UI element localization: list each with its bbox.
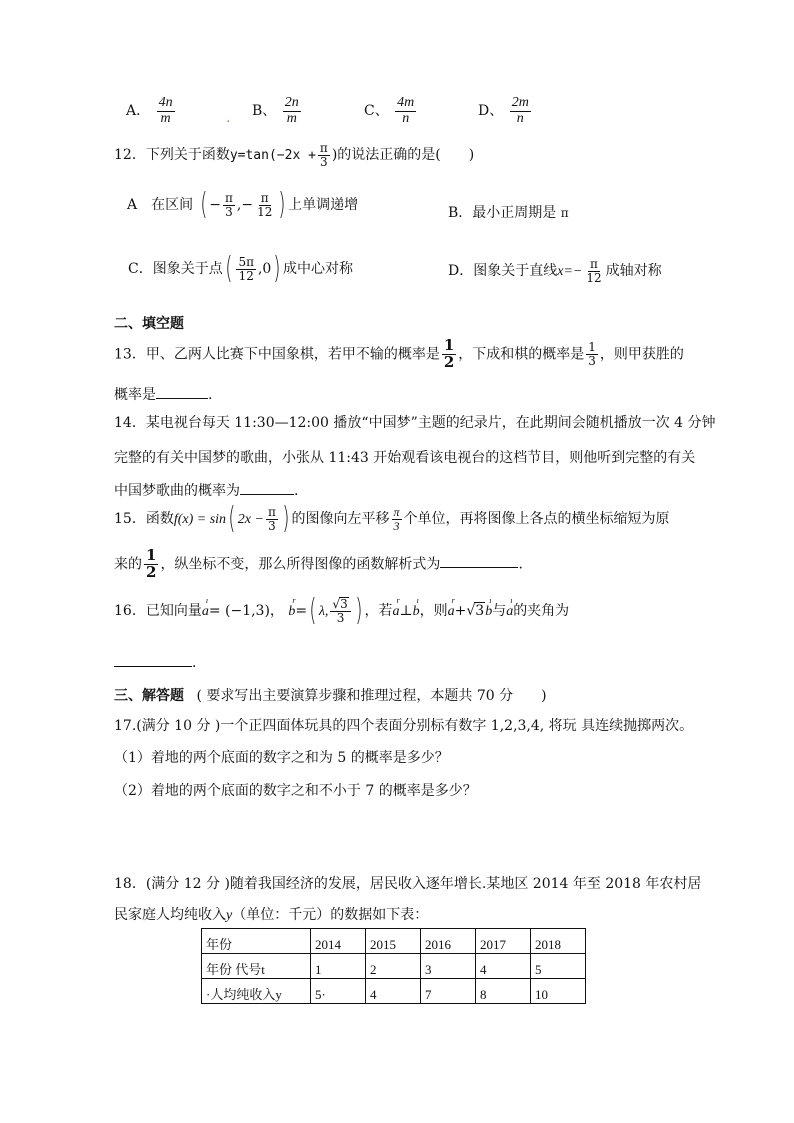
q13-line1: 13．甲、乙两人比赛下中国象棋，若甲不输的概率是 $\frac{1}{2}$ ，下成和棋的概率是 $\frac{1}{3}$ ，则甲获胜的 — [114, 336, 684, 371]
q17-part2: （2）着地的两个底面的数字之和不小于 7 的概率是多少？ — [114, 783, 477, 799]
table-row: 年份 代号t 1 2 3 4 5 — [202, 954, 586, 979]
q12-option-d: D．图象关于直线x=− $\frac{\pi}{12}$ 成轴对称 — [448, 257, 662, 285]
q11-option-b: B、 $\frac{2n}{m}$ — [252, 95, 299, 126]
income-table — [201, 928, 586, 1004]
table-row: ·人均纯收入y 5· 4 7 8 10 — [202, 979, 586, 1004]
table-row: 年份 2014 2015 2016 2017 2018 — [202, 929, 586, 954]
answer-blank[interactable] — [114, 666, 192, 667]
q15-line2: 来的 $\frac{1}{2}$ ，纵坐标不变，那么所得图像的函数解析式为 ． — [114, 546, 533, 581]
q14-line3: 中国梦歌曲的概率为 . — [114, 483, 299, 499]
q13-line2: 概率是 . — [114, 387, 213, 403]
q18-line2: 民家庭人均纯收入y（单位：千元）的数据如下表： — [114, 907, 429, 923]
q11-option-a-fraction: $\frac{4n}{m}$ — [158, 95, 173, 126]
q16-stem: 16．已知向量 ı a= (−1,3)， r b=( λ, $\frac{√3}{3}$ ) ，若 r a⊥ ı b，则 r a+√3 ı b与 ı a的夹角为 — [114, 593, 570, 628]
stray-dot: . — [226, 110, 231, 126]
answer-blank[interactable] — [240, 494, 294, 495]
q15-line1: 15．函数f(x) = sin( 2x − $\frac{\pi}{3}$ ) 的图像向左平移 $\frac{\pi}{3}$ 个单位，再将图像上各点的横坐标缩短为原 — [114, 501, 670, 536]
q11-option-a-label: A． — [126, 103, 151, 120]
answer-blank[interactable] — [156, 398, 208, 399]
q12-option-a: A 在区间 ( − $\frac{\pi}{3}$ ,− $\frac{\pi}{12}$ ) 上单调递增 — [127, 187, 359, 222]
q12-option-c: C．图象关于点( $\frac{5\pi}{12}$ ,0) 成中心对称 — [128, 251, 354, 286]
q18-line1: 18．(满分 12 分 )随着我国经济的发展，居民收入逐年增长.某地区 2014 年至 2018 年农村居 — [114, 876, 702, 892]
section-title-solutions: 三、解答题 ( 要求写出主要演算步骤和推理过程，本题共 70 分 ) — [114, 688, 547, 704]
q11-options — [126, 96, 177, 126]
answer-blank[interactable] — [440, 567, 518, 568]
q14-line1: 14．某电视台每天 11:30—12:00 播放“中国梦”主题的纪录片，在此期间会随机播放一次 4 分钟 — [114, 415, 716, 431]
q11-option-d: D、 $\frac{2m}{n}$ — [478, 95, 529, 126]
q11-option-c: C、 $\frac{4m}{n}$ — [364, 95, 415, 126]
q14-line2: 完整的有关中国梦的歌曲，小张从 11:43 开始观看该电视台的这档节目，则他听到完整的有关 — [114, 450, 696, 466]
q12-option-b: B．最小正周期是 π — [448, 205, 569, 221]
q16-answer-line: ． — [114, 652, 206, 672]
q17-part1: （1）着地的两个底面的数字之和为 5 的概率是多少？ — [114, 750, 449, 766]
q17-stem: 17.(满分 10 分 )一个正四面体玩具的四个表面分别标有数字 1,2,3,4, 将玩 具连续抛掷两次。 — [114, 718, 694, 734]
section-title-fill-in: 二、填空题 — [114, 316, 184, 332]
q12-stem: 12．下列关于函数y=tan(−2x + $\frac{\pi}{3}$ )的说法正确的是( ) — [114, 141, 475, 169]
